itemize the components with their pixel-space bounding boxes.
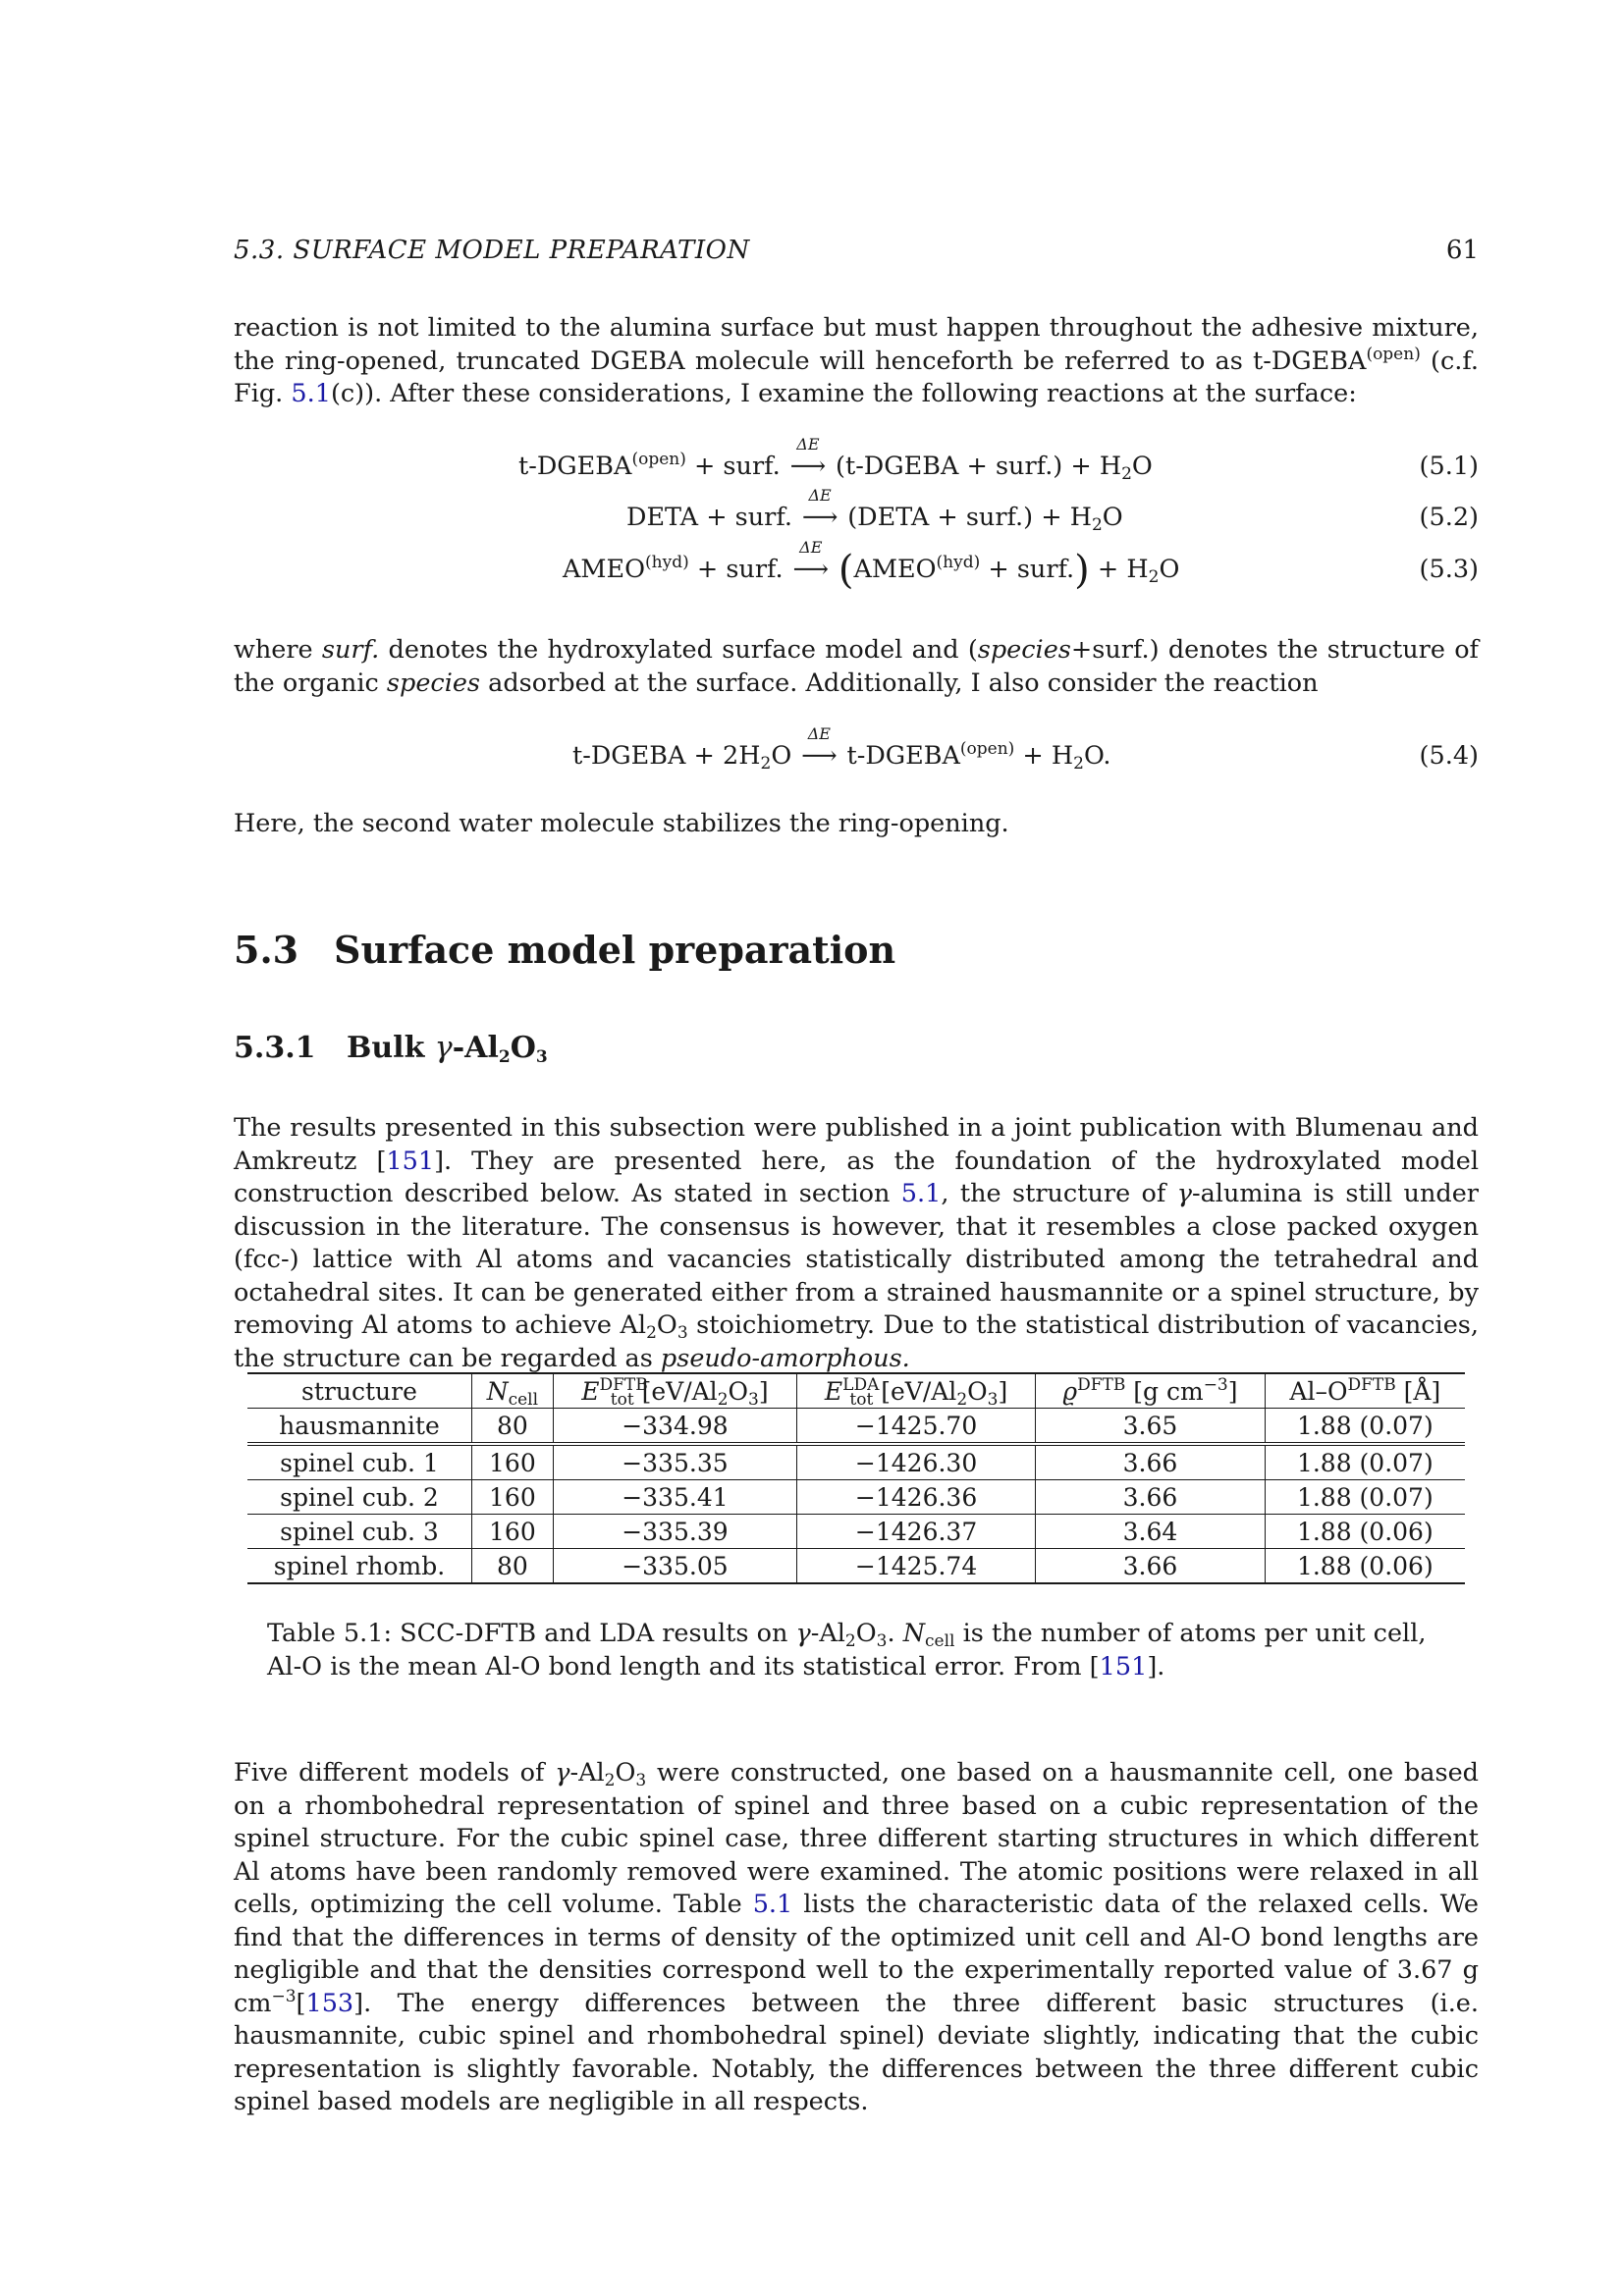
col-al-o: $Al-O^{DFTB}$ [Å] [1265, 1373, 1465, 1409]
cell-structure: spinel cub. 1 [247, 1444, 471, 1480]
where-paragraph: where surf. denotes the hydroxylated surface model and (species+surf.) denotes the structure of the organic species adsorbed at the surface. Additionally, I also consider the reaction [234, 635, 1479, 698]
table-row [247, 1549, 1465, 1584]
table-link[interactable]: 5.1 [752, 1890, 793, 1919]
running-header: 5.3. SURFACE MODEL PREPARATION [234, 236, 750, 265]
reaction-arrow-icon: ΔE ⟶ [801, 486, 839, 532]
results-table [247, 1372, 1465, 1584]
equation-number: (5.2) [1419, 503, 1479, 532]
citation-link[interactable]: 151 [1099, 1651, 1148, 1682]
results-paragraph: The results presented in this subsection were published in a joint publication with Blumenau and Amkreutz [151]. They are presented here, as the foundation of the hydroxylated model construction described below. As stated in section 5.1, the structure of γ-alumina is still under discussion in the literature. The consensus is however, that it resembles a close packed oxygen (fcc-) lattice with Al atoms and vacancies statistically distributed among the tetrahedral and octahedral sites. It can be generated either from a strained hausmannite or a spinel structure, by removing Al atoms to achieve $Al_2O_3$ stoichiometry. Due to the statistical distribution of vacancies, the structure can be regarded as pseudo-amorphous. [234, 1113, 1479, 1373]
equation-number: (5.4) [1419, 741, 1479, 771]
table-row [247, 1515, 1465, 1549]
col-structure: structure [247, 1373, 471, 1409]
cell-structure: spinel rhomb. [247, 1549, 471, 1584]
subsection-heading: 5.3.1 Bulk $\gamma-Al_2O_3$ [234, 1031, 548, 1067]
cell-al-o: 1.88 (0.07) [1265, 1444, 1465, 1480]
equation-number: (5.3) [1419, 555, 1479, 584]
reaction-arrow-icon: ΔE ⟶ [801, 724, 838, 771]
cell-density: 3.66 [1036, 1444, 1265, 1480]
equation-5-3 [234, 538, 1479, 594]
citation-link[interactable]: 151 [386, 1146, 435, 1176]
cell-al-o: 1.88 (0.06) [1265, 1515, 1465, 1549]
intro-paragraph: reaction is not limited to the alumina surface but must happen throughout the adhesive mixture, the ring-opened, truncated DGEBA molecule will henceforth be referred to as $t-DGEBA^{(open)}$ (c.f. Fig. 5.1(c)). After these considerations, I examine the following reactions at the surface: [234, 313, 1479, 408]
table-caption: Table 5.1: SCC-DFTB and LDA results on $\gamma-Al_2O_3$. $N_{cell}$ is the number of atoms per unit cell, Al-O is the mean Al-O bond length and its statistical error. From [151]. [267, 1619, 1427, 1682]
section-link[interactable]: 5.1 [900, 1179, 942, 1208]
cell-al-o: 1.88 (0.07) [1265, 1480, 1465, 1515]
cell-e-dftb: −335.39 [553, 1515, 796, 1549]
cell-structure: spinel cub. 3 [247, 1515, 471, 1549]
table-row [247, 1409, 1465, 1445]
cell-e-lda: −1426.37 [796, 1515, 1035, 1549]
equation-expression: DETA + surf. ΔE ⟶ (DETA + surf.) + $H_2O$ [626, 486, 1123, 535]
cell-e-dftb: −335.41 [553, 1480, 796, 1515]
cell-e-lda: −1425.70 [796, 1409, 1035, 1445]
cell-ncell: 160 [471, 1444, 553, 1480]
cell-al-o: 1.88 (0.07) [1265, 1409, 1465, 1445]
section-heading: 5.3 Surface model preparation [234, 928, 896, 972]
col-e-lda: $E^{LDA}_{tot}$ $[eV/Al_2O_3]$ [796, 1373, 1035, 1409]
equation-expression: $t-DGEBA^{(open)}$ + surf. ΔE ⟶ (t-DGEBA + surf.) + $H_2O$ [518, 435, 1153, 484]
cell-density: 3.66 [1036, 1480, 1265, 1515]
table-row [247, 1444, 1465, 1480]
equation-expression: $AMEO^{(hyd)}$ + surf. ΔE ⟶ ($AMEO^{(hyd)}$ + surf.) + $H_2O$ [563, 538, 1180, 593]
cell-density: 3.65 [1036, 1409, 1265, 1445]
cell-e-lda: −1425.74 [796, 1549, 1035, 1584]
equation-5-2 [234, 486, 1479, 542]
reaction-arrow-icon: ΔE ⟶ [792, 538, 830, 584]
equation-5-4 [234, 724, 1479, 780]
equation-expression: t-DGEBA + $2H_2O$ ΔE ⟶ $t-DGEBA^{(open)} + H_2O$. [572, 724, 1111, 774]
citation-link[interactable]: 153 [305, 1988, 354, 2018]
reaction-arrow-icon: ΔE ⟶ [789, 435, 827, 481]
cell-e-dftb: −334.98 [553, 1409, 796, 1445]
col-density: $ϱ^{DFTB}$ [g $cm^{-3}$] [1036, 1373, 1265, 1409]
table-header-row [247, 1373, 1465, 1409]
cell-structure: hausmannite [247, 1409, 471, 1445]
cell-e-dftb: −335.05 [553, 1549, 796, 1584]
cell-structure: spinel cub. 2 [247, 1480, 471, 1515]
cell-ncell: 160 [471, 1515, 553, 1549]
cell-al-o: 1.88 (0.06) [1265, 1549, 1465, 1584]
here-paragraph: Here, the second water molecule stabilizes the ring-opening. [234, 809, 1009, 838]
cell-e-dftb: −335.35 [553, 1444, 796, 1480]
table-row [247, 1480, 1465, 1515]
page-number: 61 [1445, 236, 1479, 265]
cell-density: 3.64 [1036, 1515, 1265, 1549]
models-paragraph: Five different models of $\gamma-Al_2O_3$ were constructed, one based on a hausmannite cell, one based on a rhombohedral representation of spinel and three based on a cubic representation of the spinel structure. For the cubic spinel case, three different starting structures in which different Al atoms have been randomly removed were examined. The atomic positions were relaxed in all cells, optimizing the cell volume. Table 5.1 lists the characteristic data of the relaxed cells. We find that the differences in terms of density of the optimized unit cell and Al-O bond lengths are negligible and that the densities correspond well to the experimentally reported value of 3.67 g $cm^{-3}[153]$. The energy differences between the three different basic structures (i.e. hausmannite, cubic spinel and rhombohedral spinel) deviate slightly, indicating that the cubic representation is slightly favorable. Notably, the differences between the three different cubic spinel based models are negligible in all respects. [234, 1758, 1479, 2116]
cell-ncell: 80 [471, 1409, 553, 1445]
cell-e-lda: −1426.30 [796, 1444, 1035, 1480]
col-e-dftb: $E^{DFTB}_{tot}$ $[eV/Al_2O_3]$ [553, 1373, 796, 1409]
cell-density: 3.66 [1036, 1549, 1265, 1584]
cell-e-lda: −1426.36 [796, 1480, 1035, 1515]
figure-link[interactable]: 5.1 [291, 379, 331, 408]
cell-ncell: 80 [471, 1549, 553, 1584]
equation-number: (5.1) [1419, 452, 1479, 481]
equation-5-1 [234, 435, 1479, 491]
cell-ncell: 160 [471, 1480, 553, 1515]
col-ncell: $N_{cell}$ [471, 1373, 553, 1409]
